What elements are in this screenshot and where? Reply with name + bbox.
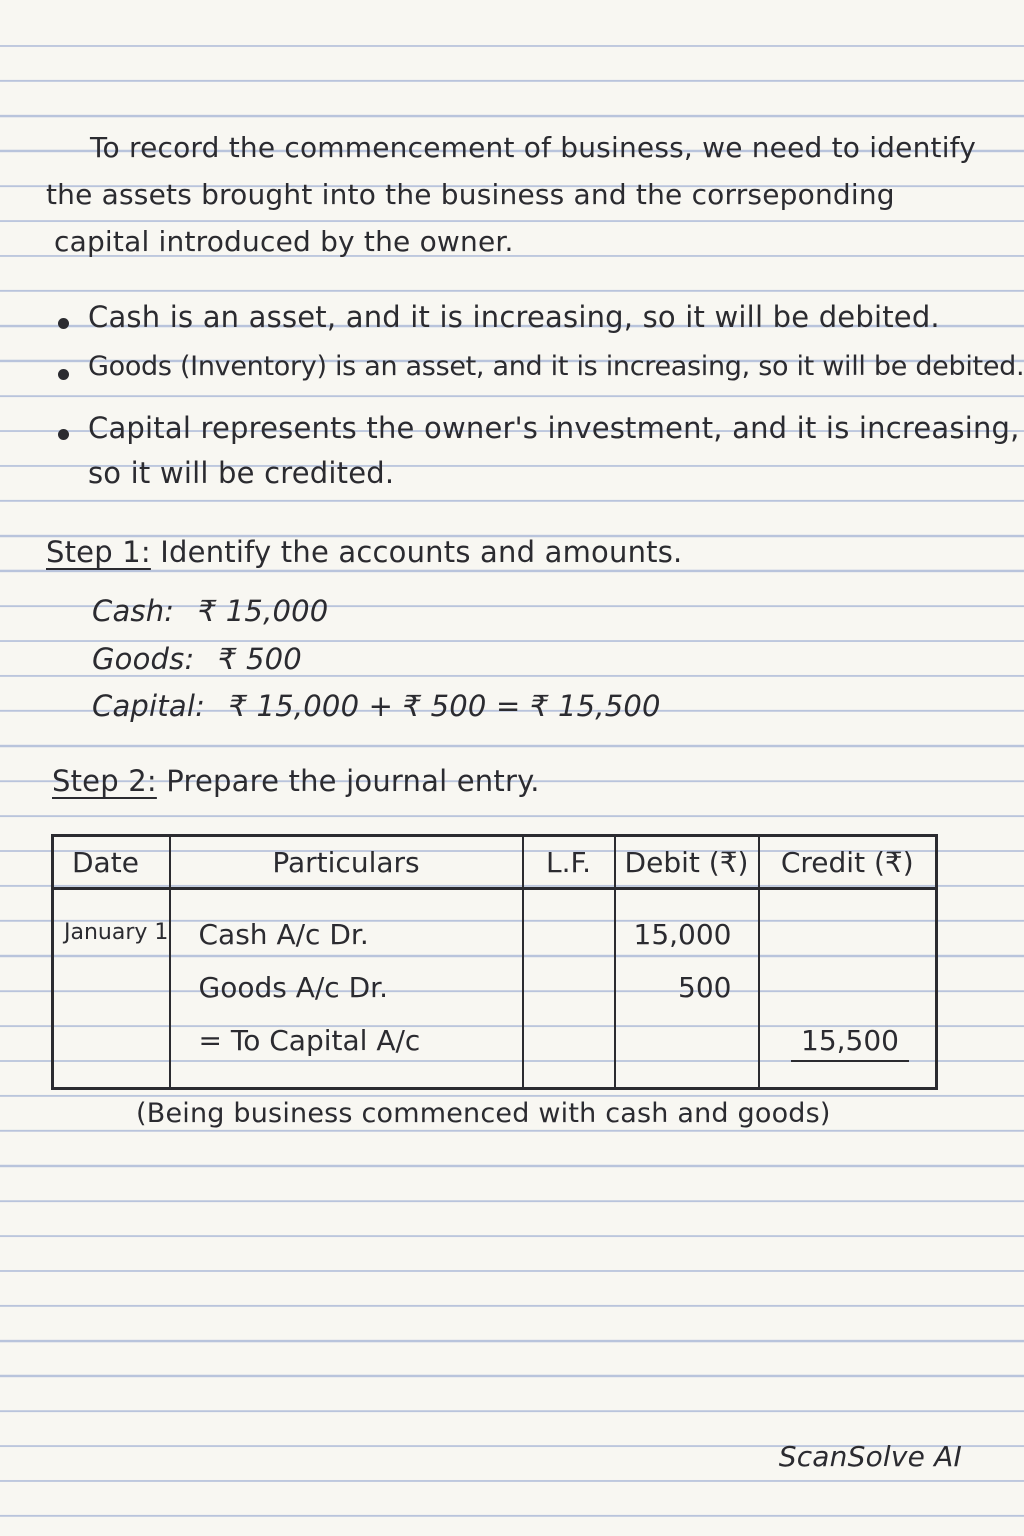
credit-cash — [760, 908, 910, 961]
journal-header-row — [53, 836, 937, 889]
bullet-capital-line-1: Capital represents the owner's investment, and it is increasing, — [88, 411, 1020, 445]
header-date: Date — [53, 836, 170, 889]
intro-line-2: the assets brought into the business and the corrseponding — [46, 178, 895, 211]
entry-debit-cell — [615, 889, 759, 1089]
header-credit: Credit (₹) — [759, 836, 937, 889]
entry-particulars-cell — [170, 889, 523, 1089]
journal-table — [51, 834, 938, 1090]
bullet-capital-line-2: so it will be credited. — [88, 456, 395, 490]
credit-capital-wrap — [760, 1014, 910, 1067]
entry-credit-cell — [759, 889, 937, 1089]
intro-line-1: To record the commencement of business, we need to identify — [90, 131, 977, 164]
amount-cash-name: Cash: — [92, 594, 175, 628]
particulars-cash: Cash A/c Dr. — [198, 918, 369, 951]
particulars-goods: Goods A/c Dr. — [198, 971, 389, 1004]
credit-capital: 15,500 — [791, 1016, 909, 1062]
journal-entry-row — [53, 889, 937, 1089]
amount-cash-value: ₹ 15,000 — [197, 594, 329, 628]
entry-lf-cell — [523, 889, 615, 1089]
step-1-label: Step 1: — [46, 535, 151, 569]
bullet-dot — [58, 318, 69, 329]
step-2-text: Prepare the journal entry. — [166, 764, 540, 798]
debit-goods: 500 — [678, 971, 732, 1004]
amount-capital-value: ₹ 15,000 + ₹ 500 = ₹ 15,500 — [228, 689, 661, 723]
bullet-dot — [58, 369, 69, 380]
amount-goods — [92, 642, 302, 676]
step-2-label: Step 2: — [52, 764, 157, 798]
intro-line-3: capital introduced by the owner. — [54, 225, 514, 258]
bullet-dot — [58, 429, 69, 440]
header-particulars: Particulars — [170, 836, 523, 889]
brand-watermark: ScanSolve AI — [778, 1440, 962, 1473]
particulars-capital: = To Capital A/c — [198, 1024, 421, 1057]
entry-date: January 1 — [64, 920, 169, 945]
amount-goods-value: ₹ 500 — [217, 642, 302, 676]
bullet-cash: Cash is an asset, and it is increasing, so it will be debited. — [88, 300, 940, 334]
header-debit: Debit (₹) — [615, 836, 759, 889]
entry-date-cell — [53, 889, 170, 1089]
step-1-text: Identify the accounts and amounts. — [160, 535, 683, 569]
step-2-heading — [52, 764, 540, 798]
intro-paragraph — [46, 124, 986, 265]
step-1-heading — [46, 535, 682, 569]
header-lf: L.F. — [523, 836, 615, 889]
amount-cash — [92, 594, 328, 628]
amount-goods-name: Goods: — [92, 642, 195, 676]
bullet-goods: Goods (Inventory) is an asset, and it is increasing, so it will be debited. — [88, 351, 1024, 382]
journal-narration: (Being business commenced with cash and goods) — [136, 1098, 831, 1129]
debit-capital — [616, 1014, 732, 1067]
credit-goods — [760, 961, 910, 1014]
amount-capital — [92, 689, 661, 723]
debit-cash: 15,000 — [633, 918, 732, 951]
amount-capital-name: Capital: — [92, 689, 206, 723]
